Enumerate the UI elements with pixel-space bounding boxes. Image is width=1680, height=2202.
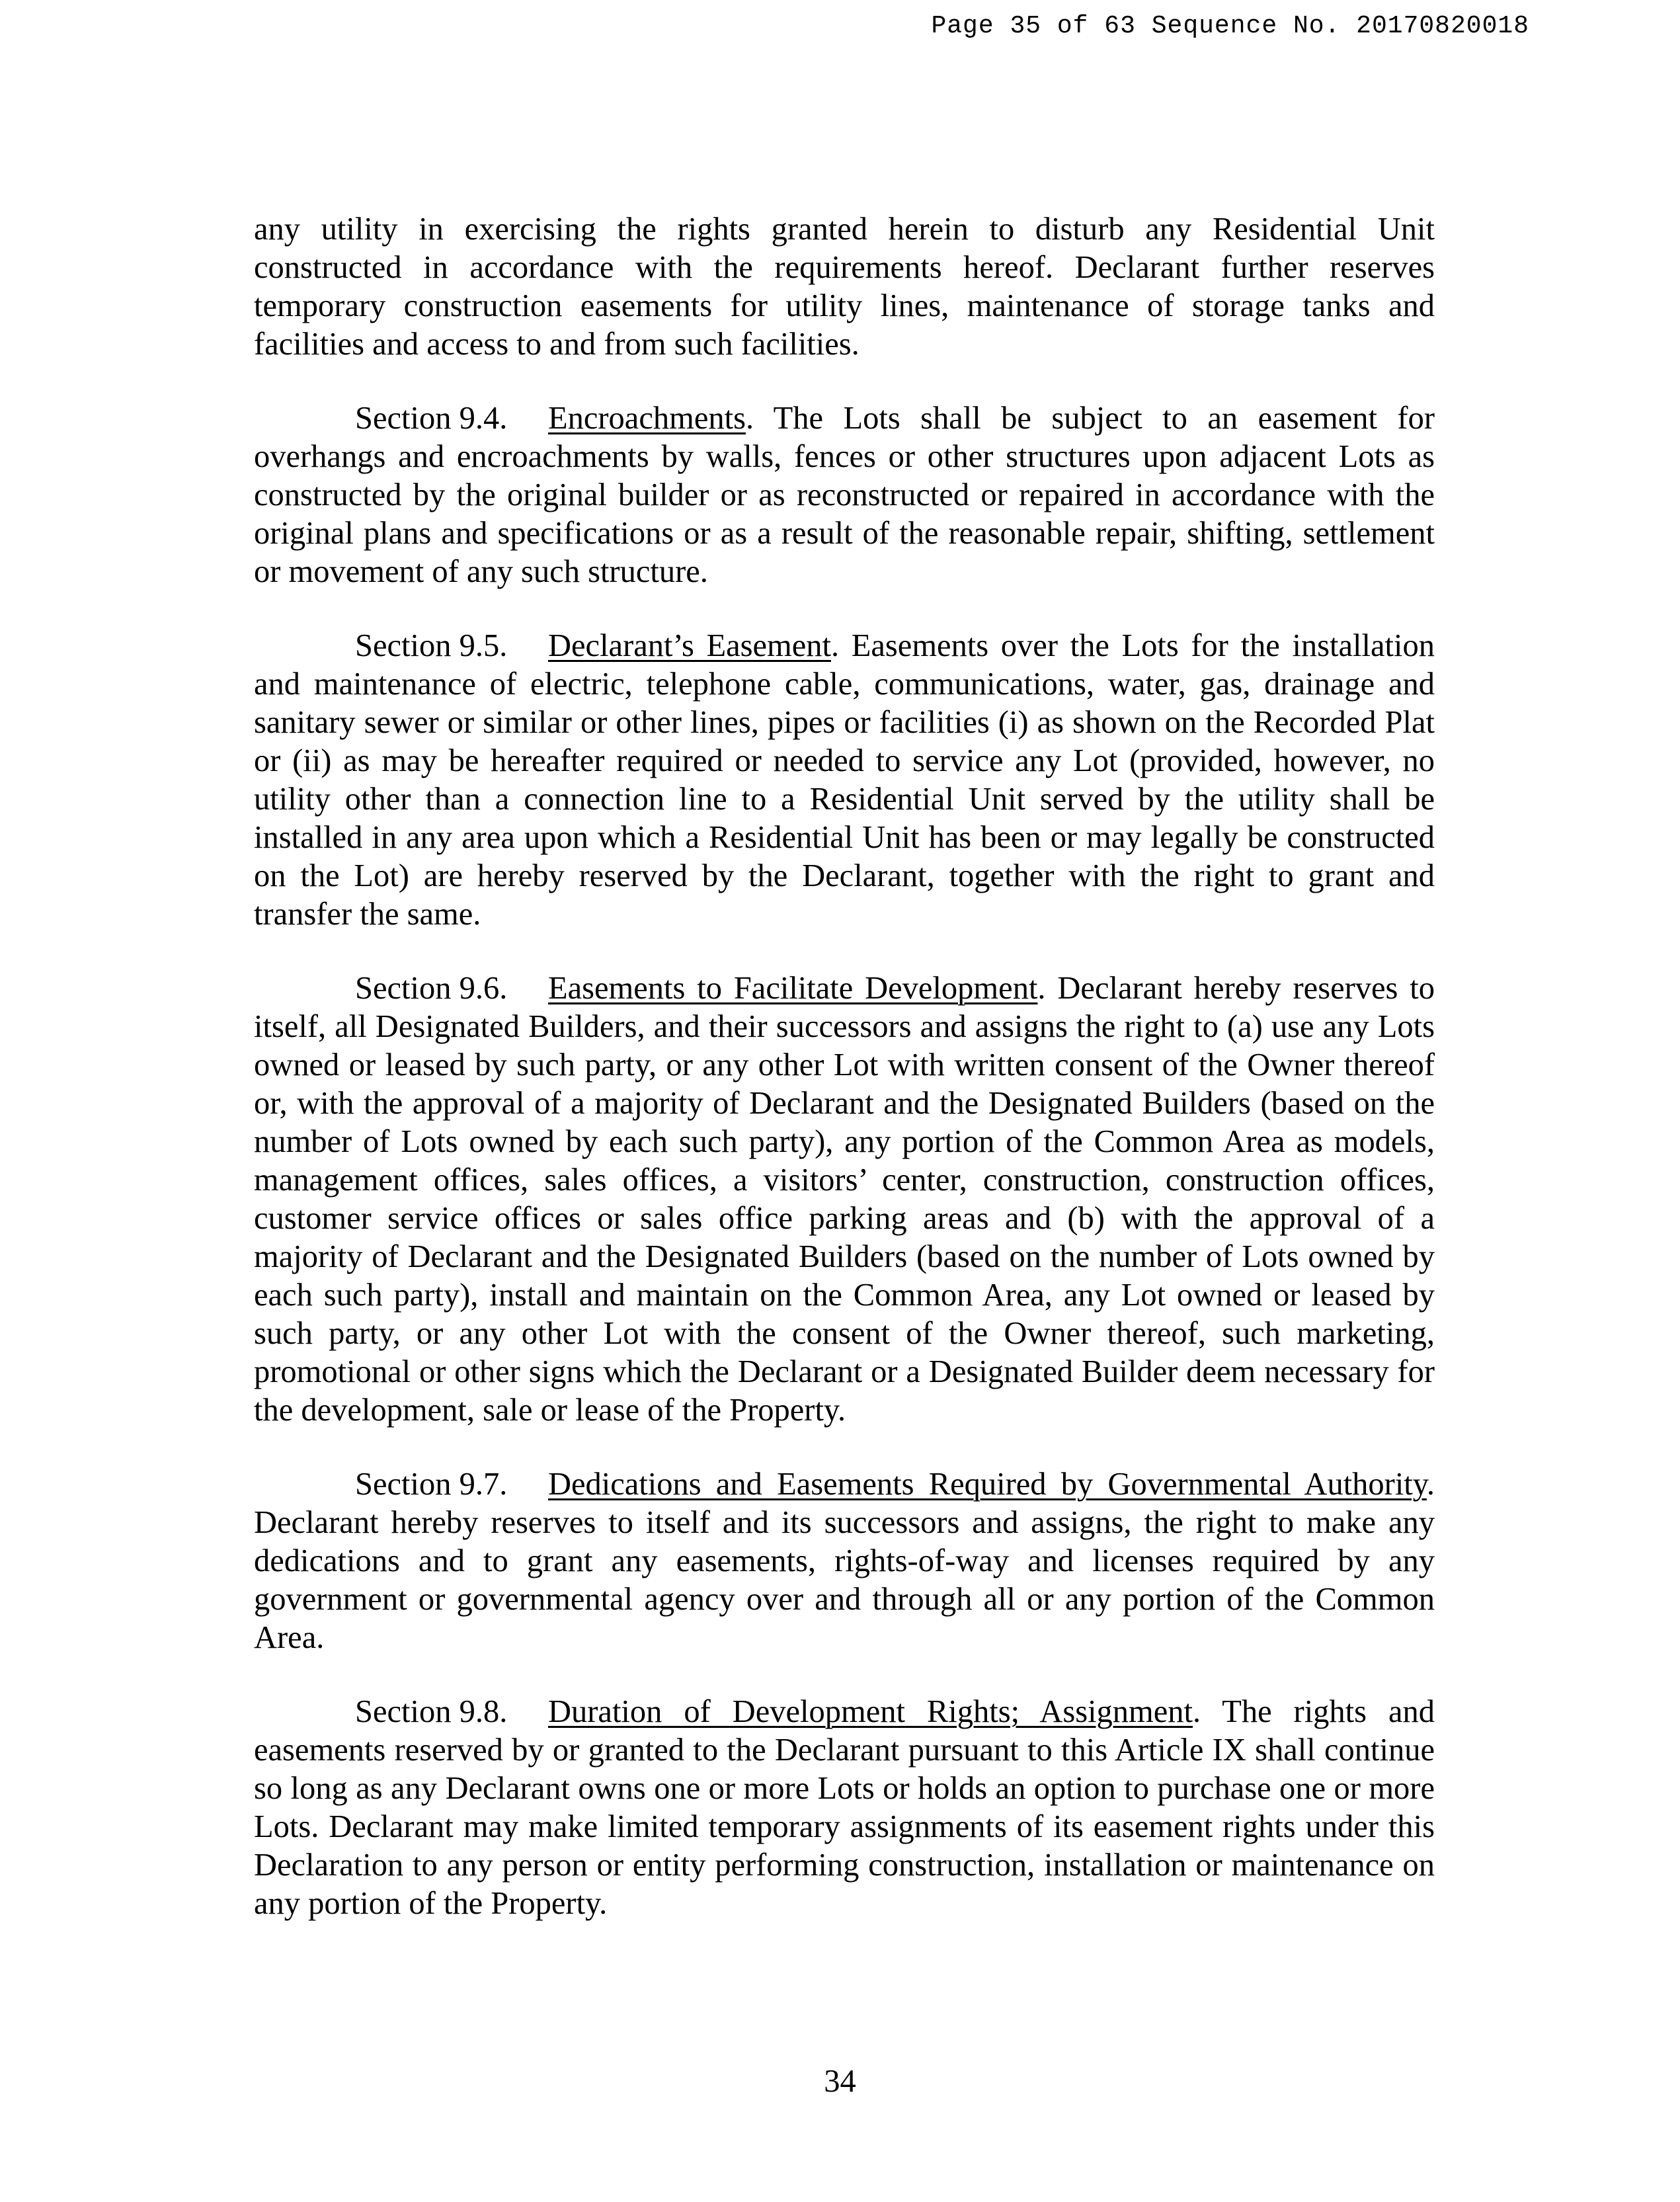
section-number: Section 9.5. bbox=[355, 628, 508, 663]
section-heading: Easements to Facilitate Development bbox=[548, 971, 1038, 1006]
section-number: Section 9.4. bbox=[355, 401, 508, 436]
section-9-4 bbox=[254, 399, 1435, 591]
section-text: . Declarant hereby reserves to itself and its successors and assigns, the right to make any dedications and to grant any easements, rights-of-way and licenses required by any government or governmental agency over and through all or any portion of the Common Area. bbox=[254, 1467, 1435, 1655]
paragraph-continuation bbox=[254, 210, 1435, 364]
section-heading: Encroachments bbox=[548, 401, 746, 436]
page-number: 34 bbox=[824, 2064, 856, 2099]
section-9-8 bbox=[254, 1693, 1435, 1923]
section-number: Section 9.8. bbox=[355, 1694, 508, 1729]
paragraph-text: any utility in exercising the rights granted herein to disturb any Residential Unit constructed in accordance with the requirements hereof. Declarant further reserves temporary construction easements for utility lines, maintenance of storage tanks and facilities and access to and from such facilities. bbox=[254, 212, 1435, 362]
section-text: . The Lots shall be subject to an easement for overhangs and encroachments by walls, fences or other structures upon adjacent Lots as constructed by the original builder or as reconstructed or repaired in accordance with the original plans and specifications or as a result of the reasonable repair, shifting, settlement or movement of any such structure. bbox=[254, 401, 1435, 589]
section-heading: Duration of Development Rights; Assignment bbox=[548, 1694, 1193, 1729]
page-sequence-header: Page 35 of 63 Sequence No. 20170820018 bbox=[931, 12, 1529, 40]
section-number: Section 9.6. bbox=[355, 971, 508, 1006]
document-body bbox=[254, 210, 1435, 1959]
section-heading: Declarant’s Easement bbox=[548, 628, 831, 663]
section-9-6 bbox=[254, 969, 1435, 1430]
section-text: . Easements over the Lots for the installation and maintenance of electric, telephone cable, communications, water, gas, drainage and sanitary sewer or similar or other lines, pipes or facilities (i) as shown on the Recorded Plat or (ii) as may be hereafter required or needed to service any Lot (provided, however, no utility other than a connection line to a Residential Unit served by the utility shall be installed in any area upon which a Residential Unit has been or may legally be constructed on the Lot) are hereby reserved by the Declarant, together with the right to grant and transfer the same. bbox=[254, 628, 1435, 932]
section-text: . Declarant hereby reserves to itself, all Designated Builders, and their successors and assigns the right to (a) use any Lots owned or leased by such party, or any other Lot with written consent of the Owner thereof or, with the approval of a majority of Declarant and the Designated Builders (based on the number of Lots owned by each such party), any portion of the Common Area as models, management offices, sales offices, a visitors’ center, construction, construction offices, customer service offices or sales office parking areas and (b) with the approval of a majority of Declarant and the Designated Builders (based on the number of Lots owned by each such party), install and maintain on the Common Area, any Lot owned or leased by such party, or any other Lot with the consent of the Owner thereof, such marketing, promotional or other signs which the Declarant or a Designated Builder deem necessary for the development, sale or lease of the Property. bbox=[254, 971, 1435, 1428]
section-text: . The rights and easements reserved by or granted to the Declarant pursuant to this Article IX shall continue so long as any Declarant owns one or more Lots or holds an option to purchase one or more Lots. Declarant may make limited temporary assignments of its easement rights under this Declaration to any person or entity performing construction, installation or maintenance on any portion of the Property. bbox=[254, 1694, 1435, 1921]
section-number: Section 9.7. bbox=[355, 1467, 508, 1502]
section-9-5 bbox=[254, 627, 1435, 934]
section-9-7 bbox=[254, 1465, 1435, 1657]
section-heading: Dedications and Easements Required by Governmental Authority bbox=[548, 1467, 1427, 1502]
